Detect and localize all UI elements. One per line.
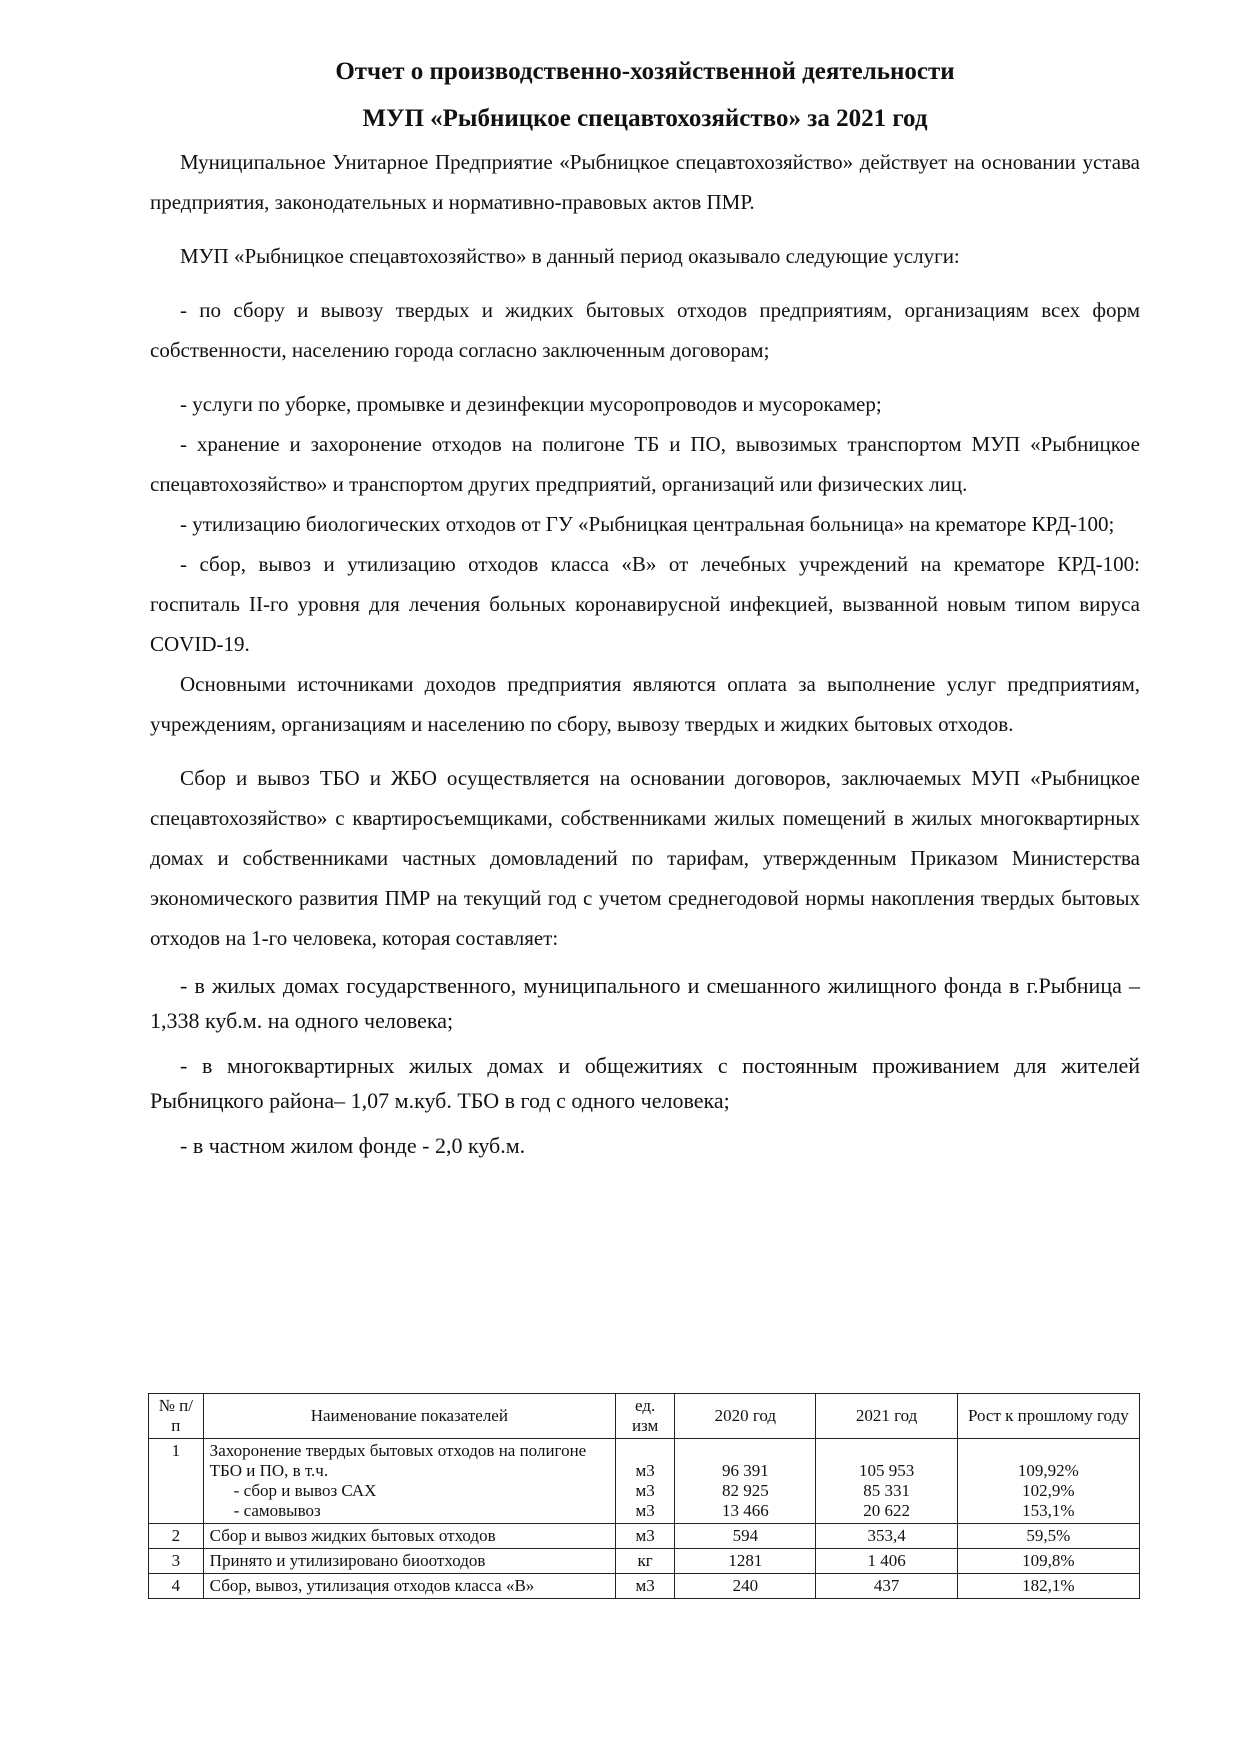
- cell-2020: 1281: [675, 1549, 816, 1574]
- cell-growth-total: 109,92%: [1017, 1461, 1079, 1480]
- table-row: [149, 1439, 1140, 1524]
- paragraph-service-cleaning: - услуги по уборке, промывке и дезинфекции мусоропроводов и мусорокамер;: [180, 392, 882, 416]
- table-header-row: [149, 1394, 1140, 1439]
- cell-unit: м3: [616, 1524, 675, 1549]
- cell-2020-total: 96 391: [721, 1461, 769, 1480]
- paragraph-income: Основными источниками доходов предприятия являются оплата за выполнение услуг предприятиям, учреждениям, организациям и населению по сбору, вывозу твердых и жидких бытовых отходов.: [150, 672, 1140, 736]
- cell-unit-total: м3: [635, 1461, 655, 1480]
- cell-2021: 353,4: [816, 1524, 957, 1549]
- header-unit: ед. изм: [616, 1394, 675, 1439]
- cell-name: [203, 1439, 615, 1524]
- table-row: [149, 1524, 1140, 1549]
- cell-name-sub2: - самовывоз: [233, 1501, 321, 1520]
- cell-name: Сбор и вывоз жидких бытовых отходов: [203, 1524, 615, 1549]
- cell-2020-sub1: 82 925: [721, 1481, 769, 1500]
- cell-growth-sub2: 153,1%: [1022, 1501, 1075, 1520]
- cell-2021-sub1: 85 331: [863, 1481, 910, 1500]
- paragraph-norm-city: - в жилых домах государственного, муниципального и смешанного жилищного фонда в г.Рыбница – 1,338 куб.м. на одного человека;: [150, 973, 1140, 1033]
- cell-unit: [616, 1439, 675, 1524]
- cell-num: 2: [149, 1524, 204, 1549]
- cell-2021: 437: [816, 1574, 957, 1599]
- cell-name-main: Захоронение твердых бытовых отходов на полигоне ТБО и ПО, в т.ч.: [209, 1441, 587, 1480]
- cell-growth: 109,8%: [957, 1549, 1139, 1574]
- header-name: Наименование показателей: [203, 1394, 615, 1439]
- cell-2021-sub2: 20 622: [863, 1501, 910, 1520]
- table-row: [149, 1574, 1140, 1599]
- cell-num: 4: [149, 1574, 204, 1599]
- document-page: [150, 48, 1140, 1163]
- cell-unit-sub2: м3: [635, 1501, 655, 1520]
- cell-unit: кг: [616, 1549, 675, 1574]
- cell-num: 1: [149, 1439, 204, 1524]
- title-line-1: Отчет о производственно-хозяйственной деятельности: [335, 58, 955, 85]
- table-row: [149, 1549, 1140, 1574]
- paragraph-intro: Муниципальное Унитарное Предприятие «Рыбницкое спецавтохозяйство» действует на основании устава предприятия, законодательных и нормативно-правовых актов ПМР.: [150, 150, 1140, 214]
- header-2020: 2020 год: [675, 1394, 816, 1439]
- paragraph-contracts: Сбор и вывоз ТБО и ЖБО осуществляется на основании договоров, заключаемых МУП «Рыбницкое спецавтохозяйство» с квартиросъемщиками, собственниками жилых помещений в жилых многоквартирных домах и собственниками частных домовладений по тарифам, утвержденным Приказом Министерства экономического развития ПМР на текущий год с учетом среднегодовой нормы накопления твердых бытовых отходов на 1-го человека, которая составляет:: [150, 766, 1140, 950]
- paragraph-services-intro: МУП «Рыбницкое спецавтохозяйство» в данный период оказывало следующие услуги:: [180, 244, 960, 268]
- paragraph-service-collection: - по сбору и вывозу твердых и жидких бытовых отходов предприятиям, организациям всех форм собственности, населению города согласно заключенным договорам;: [150, 298, 1140, 362]
- paragraph-norm-district: - в многоквартирных жилых домах и общежитиях с постоянным проживанием для жителей Рыбницкого района– 1,07 м.куб. ТБО в год с одного человека;: [150, 1053, 1140, 1113]
- cell-2021-total: 105 953: [858, 1461, 915, 1480]
- cell-growth: [957, 1439, 1139, 1524]
- cell-growth-sub1: 102,9%: [1022, 1481, 1075, 1500]
- cell-2021: [816, 1439, 957, 1524]
- cell-unit: м3: [616, 1574, 675, 1599]
- cell-name: Сбор, вывоз, утилизация отходов класса «В»: [203, 1574, 615, 1599]
- paragraph-norm-private: - в частном жилом фонде - 2,0 куб.м.: [180, 1133, 526, 1158]
- cell-2020: [675, 1439, 816, 1524]
- header-2021: 2021 год: [816, 1394, 957, 1439]
- header-growth: Рост к прошлому году: [957, 1394, 1139, 1439]
- paragraph-service-bio: - утилизацию биологических отходов от ГУ «Рыбницкая центральная больница» на крематоре КРД-100;: [180, 512, 1115, 536]
- cell-growth: 182,1%: [957, 1574, 1139, 1599]
- title-line-2: МУП «Рыбницкое спецавтохозяйство» за 2021 год: [362, 105, 928, 132]
- cell-growth: 59,5%: [957, 1524, 1139, 1549]
- cell-2020-sub2: 13 466: [721, 1501, 769, 1520]
- cell-name-sub1: - сбор и вывоз САХ: [233, 1481, 377, 1500]
- cell-num: 3: [149, 1549, 204, 1574]
- cell-name: Принято и утилизировано биоотходов: [203, 1549, 615, 1574]
- paragraph-service-storage: - хранение и захоронение отходов на полигоне ТБ и ПО, вывозимых транспортом МУП «Рыбницкое спецавтохозяйство» и транспортом других предприятий, организаций или физических лиц.: [150, 432, 1140, 496]
- paragraph-service-class-b: - сбор, вывоз и утилизацию отходов класса «В» от лечебных учреждений на крематоре КРД-100: госпиталь II-го уровня для лечения больных коронавирусной инфекцией, вызванной новым типом вируса COVID-19.: [150, 552, 1140, 656]
- cell-2021: 1 406: [816, 1549, 957, 1574]
- cell-unit-sub1: м3: [635, 1481, 655, 1500]
- indicators-table: [148, 1393, 1140, 1599]
- header-num: № п/п: [149, 1394, 204, 1439]
- cell-2020: 240: [675, 1574, 816, 1599]
- cell-2020: 594: [675, 1524, 816, 1549]
